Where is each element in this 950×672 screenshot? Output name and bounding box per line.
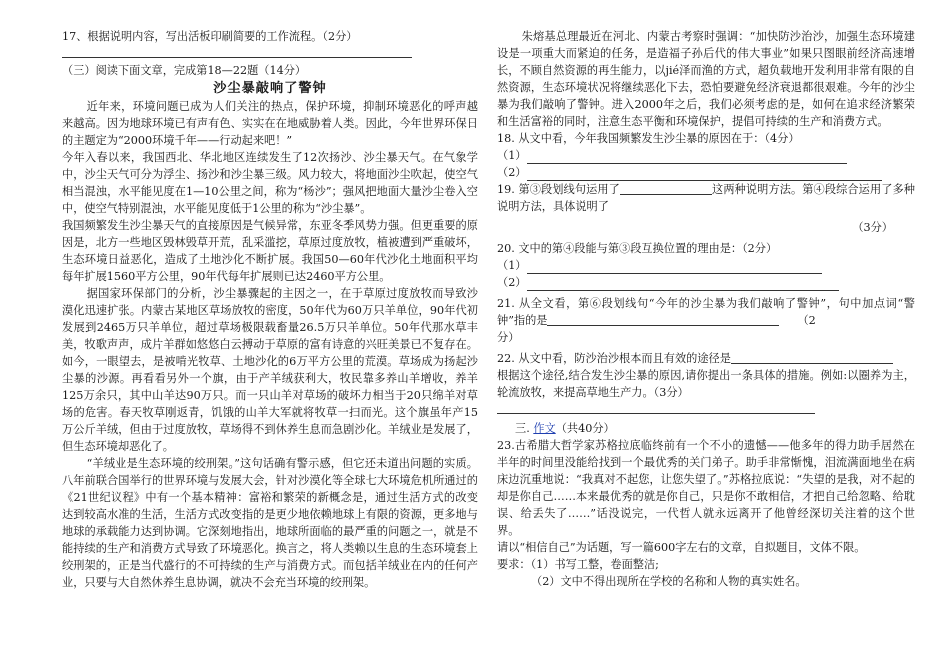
question-21-score-tail: 分） [497, 331, 520, 344]
answer-line-17 [62, 57, 412, 58]
paragraph-3: 我国频繁发生沙尘暴天气的直接原因是气候异常，东亚冬季风势力强。但更重要的原因是，北方一些地区毁林毁草开荒，乱采滥挖，草原过度放牧，植被遭到严重破坏，生态环境日益恶化，造成了土地沙化不断扩展。我国50—60年代沙化土地面积平均每年扩展1560平方公里，90年代每年扩展则已达2460平方公里。 [62, 219, 478, 283]
requirement-2: （2）文中不得出现所在学校的名称和人物的真实姓名。 [531, 575, 807, 588]
question-22-detail: 根据这个途径,结合发生沙尘暴的原因,请你提出一条具体的措施。例如:以圈养为主，轮流放牧，来提高草地生产力。（3分） [497, 369, 915, 399]
answer-line-22 [497, 413, 815, 414]
answer-blank[interactable] [527, 260, 822, 274]
answer-18-1: （1） [497, 147, 915, 164]
question-18: 18. 从文中看，今年我国频繁发生沙尘暴的原因在于：（4分） [497, 132, 800, 145]
section-3-heading: （三）阅读下面文章，完成第18—22题（14分） [62, 64, 307, 77]
answer-20-1: （1） [497, 257, 915, 274]
composition-link[interactable]: 作文 [533, 422, 556, 435]
answer-18-2: （2） [497, 164, 915, 181]
question-20: 20. 文中的第④段能与第③段互换位置的理由是：（2分） [497, 242, 778, 255]
question-23-prompt: 请以“相信自己”为话题，写一篇600字左右的文章，自拟题目，文体不限。 [497, 541, 866, 554]
paragraph-4: 据国家环保部门的分析，沙尘暴骤起的主因之一，在于草原过度放牧而导致沙漠化迅速扩张。内蒙古某地区草场放牧的密度，50年代为60万只羊单位，90年代初发展到2465万只羊单位，超过草场极限载畜量26.5万只羊单位。50年代那水草丰美，牧歌声声，成片羊群如悠悠白云搏动于草原的富有诗意的兴旺美景已不复存在。如今，一眼望去，是被啃光牧草、土地沙化的6万平方公里的荒漠。草场成为扬起沙尘暴的沙源。再看看另外一个旗，由于产羊绒获利大，牧民靠多养山羊增收，养羊125万余只，其中山羊达90万只。而一只山羊对草场的破坏力相当于20只绵羊对草场的危害。春天牧草刚返青，饥饿的山羊大军就将牧草一扫而光。这个旗虽年产15万公斤羊绒，但由于过度放牧，草场得不到休养生息而急剧沙化。羊绒业是发展了，但生态环境却恶化了。 [62, 287, 478, 453]
question-19: 19. 第③段划线句运用了 这两种说明方法。第④段综合运用了多种说明方法，具体说明了 [497, 183, 915, 213]
answer-blank[interactable] [527, 167, 882, 181]
answer-20-2: （2） [497, 274, 915, 291]
question-19-score: （3分） [852, 221, 893, 234]
answer-blank-19[interactable] [620, 181, 712, 195]
article-title: 沙尘暴敲响了警钟 [213, 81, 327, 96]
right-column [497, 28, 915, 590]
question-23: 23.古希腊大哲学家苏格拉底临终前有一个不小的遗憾——他多年的得力助手居然在半年的时间里没能给找到一个最优秀的关门弟子。助手非常惭愧，泪流满面地坐在病床边沉重地说：“我真对不起您，让您失望了。”苏格拉底说：“失望的是我，对不起的却是你自己……本来最优秀的就是你自己，只是你不敢相信，才把自己给忽略、给耽误、给丢失了……”话没说完，一代哲人就永远离开了他曾经深切关注着的这个世界。 [497, 439, 915, 537]
answer-blank-21[interactable] [547, 312, 779, 326]
paragraph-5: “羊绒业是生态环境的绞刑架。”这句话确有警示感，但它还未道出问题的实质。八年前联合国举行的世界环境与发展大会，针对沙漠化等全球七大环境危机所通过的《21世纪议程》中有一个基本精神：富裕和繁荣的新概念是，通过生活方式的改变达到较高水准的生活，生活方式改变指的是更少地依赖地球上有限的资源，更多地与地球的承载能力达到协调。它深刻地指出，地球所面临的最严重的问题之一，就是不能持续的生产和消费方式导致了环境恶化。换言之，将人类赖以生息的生态环境套上绞刑架的，正是当代盛行的不可持续的生产与消费方式。而包括羊绒业在内的任何产业，只要与大自然休养生息协调，就决不会充当环境的绞刑架。 [62, 457, 478, 589]
question-17: 17、根据说明内容，写出活板印刷简要的工作流程。（2分） [62, 30, 358, 43]
question-22: 22. 从文中看，防沙治沙根本而且有效的途径是 [497, 350, 915, 367]
answer-blank[interactable] [527, 277, 839, 291]
answer-blank-22[interactable] [731, 350, 893, 364]
requirement-1: 要求：（1）书写工整，卷面整洁; [497, 558, 659, 571]
section-3-composition: 三. 作文（共40分） [515, 422, 615, 435]
question-21: 21. 从全文看，第⑥段划线句“今年的沙尘暴为我们敲响了警钟”，句中加点词“警钟”指的是 （2 [497, 297, 915, 327]
answer-blank[interactable] [527, 150, 847, 164]
paragraph-1: 近年来，环境问题已成为人们关注的热点，保护环境，抑制环境恶化的呼声越来越高。因为地球环境已有声有色、实实在在地威胁着人类。因此，今年世界环保日的主题定为“2000环境千年——行动起来吧！” [62, 100, 478, 147]
left-column [62, 28, 478, 591]
paragraph-2: 今年入春以来，我国西北、华北地区连续发生了12次扬沙、沙尘暴天气。在气象学中，沙尘天气可分为浮尘、扬沙和沙尘暴三级。风力较大，将地面沙尘吹起，使空气相当混浊，水平能见度在1—10公里之间，称为“杨沙”；强风把地面大量沙尘卷入空中，使空气特别混浊，水平能见度低于1公里的称为“沙尘暴”。 [62, 151, 478, 215]
paragraph-6: 朱熔基总理最近在河北、内蒙古考察时强调：“加快防沙治沙，加强生态环境建设是一项重大而紧迫的任务，是造福子孙后代的伟大事业”如果只图眼前经济高速增长，不顾自然资源的再生能力，以jié泽而渔的方式，超负载地开发利用非常有限的自然资源，生态环境状况将继续恶化下去，恐怕要避免经济衰退都很艰难。今年的沙尘暴为我们敲响了警钟。进入2000年之后，我们必须考虑的是，如何在追求经济繁荣和生活富裕的同时，注意生态平衡和环境保护，提倡可持续的生产和消费方式。 [497, 30, 915, 128]
